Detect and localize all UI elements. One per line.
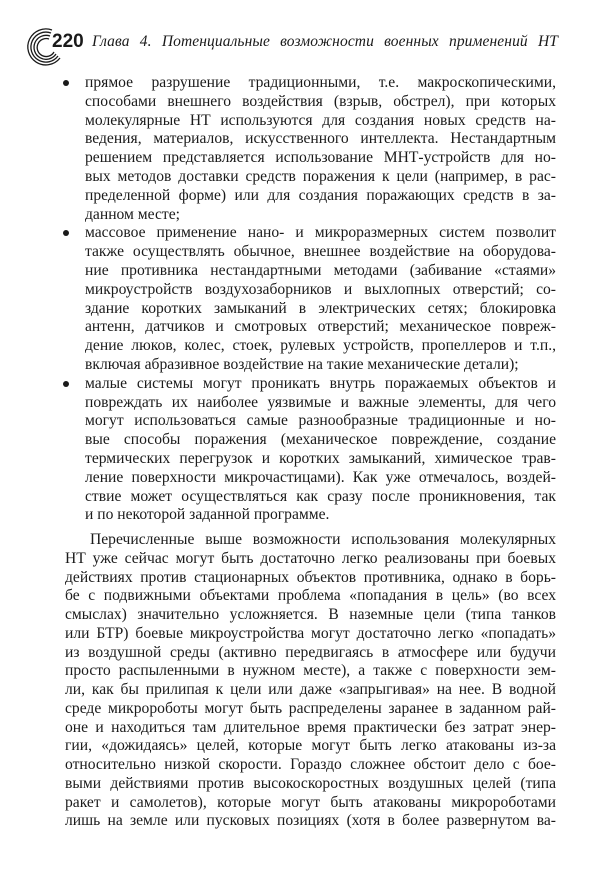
paragraph-text-line: действиях против стационарных объектов противника, однако в борь- (65, 568, 556, 586)
bullet-text-line: малые системы могут проникать внутрь поражаемых объектов и (85, 374, 556, 392)
bullet-text-line: ние противника нестандартными методами (забивание «стаями» (85, 262, 556, 279)
bullet-text-line: вых методов доставки средств поражения к цели (например, в рас- (85, 168, 556, 185)
bullet-text-line: прямое разрушение традиционными, т.е. макроскопическими, (85, 74, 556, 91)
bullet-text-line: вые способы поражения (механическое повреждение, создание (85, 431, 556, 449)
bullet-text-line: способами внешнего воздействия (взрыв, обстрел), при которых (85, 92, 556, 110)
paragraph-text-line: относительно низкой скорости. Гораздо сложнее обстоит дело с бое- (65, 756, 556, 773)
paragraph-text-line: из воздушной среды (активно передвигаясь в атмосфере или будучи (65, 643, 556, 661)
page-number: 220 (52, 31, 84, 52)
paragraph-text-line: оне и находиться там длительное время практически без затрат энер- (65, 718, 556, 736)
bullet-icon (63, 230, 69, 236)
paragraph-text-line: просто распыленными в нужном месте), а также с поверхности зем- (65, 662, 556, 680)
bullet-text-line: повреждать их наиболее уязвимые и важные элементы, для чего (85, 393, 556, 411)
bullet-text-line: микроустройств воздухозаборников и выхлопных отверстий; со- (85, 280, 556, 298)
bullet-text-line: и по некоторой заданной программе. (85, 506, 330, 524)
bullet-text-line: включая абразивное воздействие на такие механические детали); (85, 356, 519, 373)
bullet-text-line: могут использоваться самые разнообразные традиционные и но- (85, 412, 556, 430)
paragraph-text-line: или БТР) боевые микроустройства могут достаточно легко «попадать» (65, 624, 556, 642)
paragraph-text-line: смыслах) значительно усложняется. В наземные цели (типа танков (65, 606, 556, 623)
bullet-text-line: ление поверхности микрочастицами). Как уже отмечалось, воздей- (85, 468, 556, 486)
bullet-icon (63, 381, 69, 387)
bullet-text-line: ведения, материалов, искусственного интеллекта. Нестандартным (85, 130, 556, 148)
paragraph-text-line: лишь на земле или пусковых позициях (хотя в более развернутом ва- (65, 812, 556, 830)
bullet-text-line: ствие может осуществляться как сразу после проникновения, так (85, 487, 556, 505)
bullet-text-line: пределенной форме) или для создания поражающих средств в за- (85, 186, 556, 204)
bullet-text-line: решением представляется использование МНТ-устройств для но- (85, 149, 556, 167)
paragraph-text-line: среде микророботы могут быть распределены заранее в заданном рай- (65, 699, 556, 717)
bullet-text-line: здание коротких замыканий в электрических сетях; блокировка (85, 299, 556, 317)
bullet-text-line: также осуществлять обычное, внешнее воздействие на оборудова- (85, 243, 556, 261)
bullet-icon (63, 80, 69, 86)
bullet-text-line: молекулярные НТ используются для создания новых средств на- (85, 111, 556, 129)
bullet-text-line: массовое применение нано- и микроразмерных систем позволит (85, 224, 556, 242)
paragraph-text-line: Перечисленные выше возможности использования молекулярных (90, 531, 556, 548)
paragraph-text-line: выми действиями против высокоскоростных воздушных целей (типа (65, 774, 556, 792)
paragraph-text-line: гии, «дожидаясь» целей, которые могут быть легко атакованы из-за (65, 737, 556, 755)
paragraph-text-line: НТ уже сейчас могут быть достаточно легко реализованы при боевых (65, 549, 556, 567)
paragraph-text-line: бе с подвижными объектами проблема «попадания в цель» (во всех (65, 587, 556, 605)
bullet-text-line: термических перегрузок и коротких замыканий, химическое трав- (85, 450, 556, 467)
running-title: Глава 4. Потенциальные возможности военных применений НТ (92, 33, 558, 50)
bullet-text-line: данном месте; (85, 205, 180, 223)
paragraph-text-line: ракет и самолетов), которые могут быть атакованы микророботами (65, 793, 556, 811)
paragraph-text-line: ли, как бы прилипая к цели или даже «запрыгивая» на нее. В водной (65, 681, 556, 698)
page-header (22, 24, 562, 64)
bullet-text-line: антенн, датчиков и смотровых отверстий; механическое повреж- (85, 318, 556, 336)
bullet-text-line: дение люков, колес, стоек, рулевых устройств, пропеллеров и т.п., (85, 337, 556, 355)
